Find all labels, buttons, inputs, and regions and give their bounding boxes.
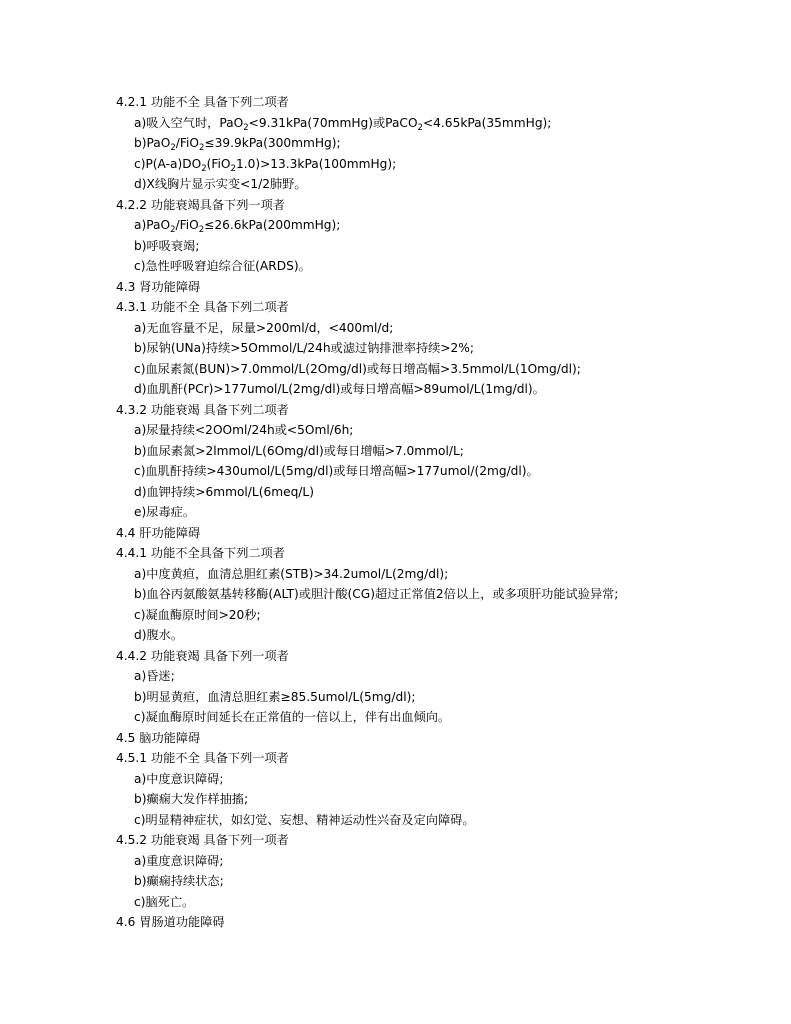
list-item [0, 256, 791, 277]
text-run: b)明显黄疸，血清总胆红素≥85.5umol/L(5mg/dl); [134, 689, 416, 704]
list-item [0, 359, 791, 380]
text-run: 4.4.1 功能不全具备下列二项者 [116, 546, 285, 560]
text-run: <9.31kPa(70mmHg)或PaCO [248, 115, 418, 130]
list-item [0, 482, 791, 503]
section-heading [0, 92, 791, 113]
text-run: a)中度意识障碍; [134, 771, 224, 786]
text-run: (FiO [206, 156, 231, 171]
text-run: c)血尿素氮(BUN)>7.0mmol/L(2Omg/dl)或每日增高幅>3.5mmol/L(1Omg/dl); [134, 361, 581, 376]
list-item [0, 687, 791, 708]
list-item [0, 666, 791, 687]
list-item [0, 564, 791, 585]
subscript: 2 [243, 122, 249, 133]
text-run: 4.6 胃肠道功能障碍 [116, 915, 225, 929]
list-item [0, 420, 791, 441]
text-run: d)X线胸片显示实变<1/2肺野。 [134, 177, 307, 191]
list-item [0, 851, 791, 872]
text-run: 1.0)>13.3kPa(100mmHg); [235, 156, 397, 171]
subscript: 2 [417, 122, 423, 133]
text-run: a)昏迷; [134, 669, 175, 683]
list-item [0, 502, 791, 523]
text-run: 4.4 肝功能障碍 [116, 525, 201, 540]
text-run: e)尿毒症。 [134, 505, 196, 519]
text-run: b)血谷丙氨酸氨基转移酶(ALT)或胆汁酸(CG)超过正常值2倍以上，或多项肝功能试验异常; [134, 587, 619, 601]
text-run: a)吸入空气时，PaO [134, 115, 244, 130]
text-run: b)癫痫持续状态; [134, 874, 224, 888]
section-heading [0, 728, 791, 749]
text-run: ≤26.6kPa(200mmHg); [204, 218, 341, 232]
section-heading [0, 400, 791, 421]
list-item [0, 584, 791, 605]
text-run: c)凝血酶原时间>20秒; [134, 607, 261, 622]
text-run: 4.3.2 功能衰竭 具备下列二项者 [116, 402, 289, 417]
text-run: b)血尿素氮>2lmmol/L(6Omg/dl)或每日增幅>7.0mmol/L; [134, 443, 464, 458]
subscript: 2 [201, 163, 207, 174]
subscript: 2 [198, 225, 205, 235]
text-run: 4.5 脑功能障碍 [116, 730, 201, 745]
text-run: 4.5.2 功能衰竭 具备下列一项者 [116, 833, 289, 847]
list-item [0, 892, 791, 913]
subscript: 2 [170, 225, 176, 235]
list-item [0, 318, 791, 339]
list-item [0, 810, 791, 831]
text-run: b)呼吸衰竭; [134, 238, 200, 253]
list-item [0, 789, 791, 810]
section-heading [0, 277, 791, 298]
text-run: 4.3.1 功能不全 具备下列二项者 [116, 300, 289, 314]
section-heading [0, 523, 791, 544]
section-heading [0, 195, 791, 216]
text-run: /FiO [175, 218, 199, 232]
text-run: d)腹水。 [134, 628, 184, 642]
text-run: c)脑死亡。 [134, 894, 195, 909]
section-heading [0, 830, 791, 851]
list-item [0, 133, 791, 154]
text-run: 4.2.2 功能衰竭具备下列一项者 [116, 197, 285, 212]
text-run: b)尿钠(UNa)持续>5Ommol/L/24h或滤过钠排泄率持续>2%; [134, 341, 474, 355]
text-run: c)P(A-a)DO [134, 156, 202, 171]
text-run: d)血钾持续>6mmol/L(6meq/L) [134, 484, 314, 499]
list-item [0, 338, 791, 359]
text-run: c)凝血酶原时间延长在正常值的一倍以上，伴有出血倾向。 [134, 710, 451, 724]
text-run: b)癫痫大发作样抽搐; [134, 792, 249, 806]
list-item [0, 113, 791, 134]
text-run: b)PaO [134, 136, 171, 150]
document-body [0, 92, 791, 933]
subscript: 2 [230, 163, 236, 174]
list-item [0, 236, 791, 257]
text-run: ≤39.9kPa(300mmHg); [204, 136, 341, 150]
subscript: 2 [170, 143, 176, 153]
text-run: c)明显精神症状，如幻觉、妄想、精神运动性兴奋及定向障碍。 [134, 812, 475, 827]
section-heading [0, 543, 791, 564]
text-run: c)急性呼吸窘迫综合征(ARDS)。 [134, 259, 311, 273]
section-heading [0, 646, 791, 667]
section-heading [0, 748, 791, 769]
text-run: a)尿量持续<2OOml/24h或<5Oml/6h; [134, 423, 354, 437]
text-run: c)血肌酐持续>430umol/L(5mg/dl)或每日增高幅>177umol/(2mg/dl)。 [134, 464, 539, 478]
list-item [0, 174, 791, 195]
text-run: /FiO [175, 136, 199, 150]
text-run: a)重度意识障碍; [134, 853, 224, 868]
text-run: 4.4.2 功能衰竭 具备下列一项者 [116, 648, 289, 663]
list-item [0, 769, 791, 790]
subscript: 2 [199, 143, 205, 153]
list-item [0, 625, 791, 646]
text-run: a)中度黄疸，血清总胆红素(STB)>34.2umol/L(2mg/dl); [134, 566, 449, 581]
text-run: a)无血容量不足，尿量>200ml/d，<400ml/d; [134, 320, 394, 335]
list-item [0, 154, 791, 175]
list-item [0, 215, 791, 236]
text-run: 4.3 肾功能障碍 [116, 279, 201, 294]
text-run: 4.2.1 功能不全 具备下列二项者 [116, 95, 289, 109]
text-run: 4.5.1 功能不全 具备下列一项者 [116, 751, 289, 765]
section-heading [0, 297, 791, 318]
list-item [0, 441, 791, 462]
list-item [0, 707, 791, 728]
list-item [0, 379, 791, 400]
list-item [0, 871, 791, 892]
list-item [0, 605, 791, 626]
text-run: a)PaO [134, 218, 171, 232]
text-run: <4.65kPa(35mmHg); [422, 115, 552, 130]
section-heading [0, 912, 791, 933]
text-run: d)血肌酐(PCr)>177umol/L(2mg/dl)或每日增高幅>89umol/L(1mg/dl)。 [134, 382, 545, 396]
list-item [0, 461, 791, 482]
